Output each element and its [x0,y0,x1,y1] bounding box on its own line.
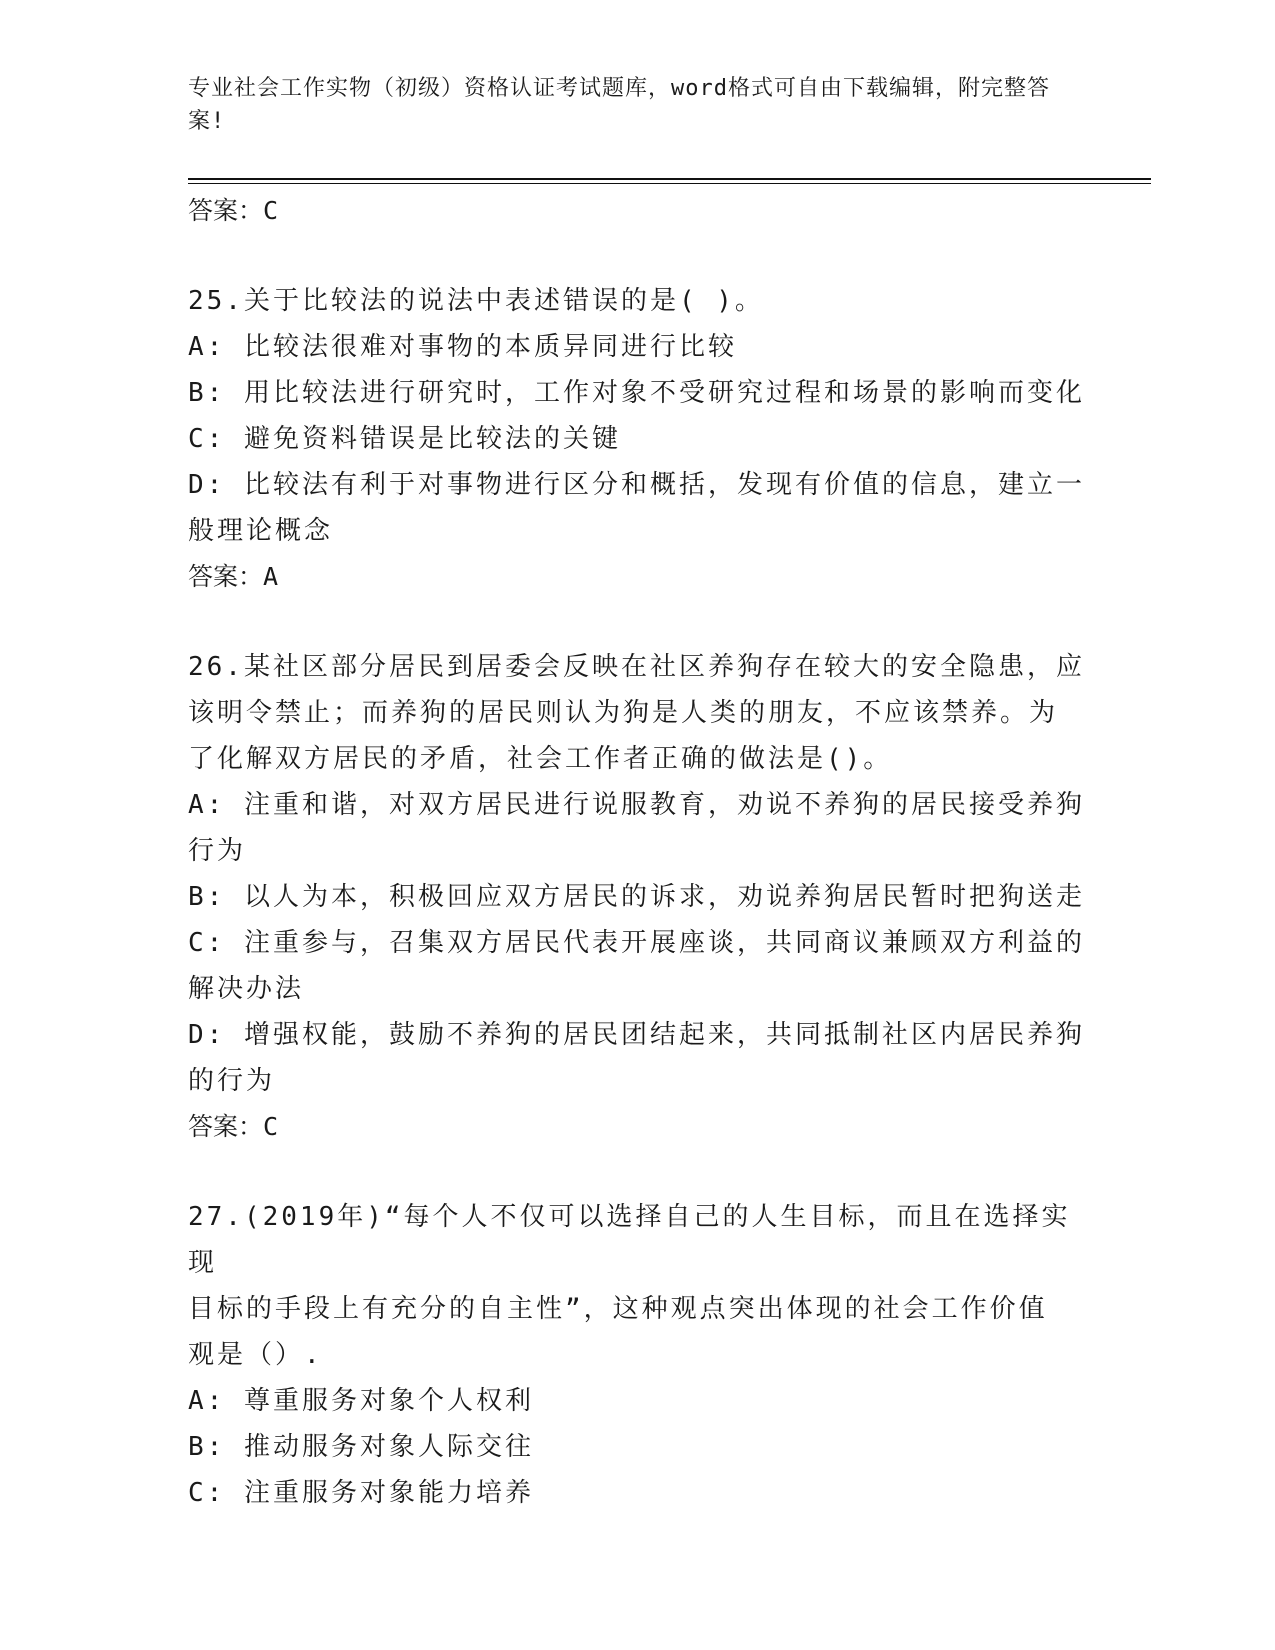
option-line: 解决办法 [188,974,305,1004]
question-stem-line: 观是（）. [188,1340,323,1370]
header-divider-thick [188,178,1151,180]
question-stem-line: 26.某社区部分居民到居委会反映在社区养狗存在较大的安全隐患，应 [188,652,1085,682]
option-line: C: 注重服务对象能力培养 [188,1478,534,1508]
option-line: A: 尊重服务对象个人权利 [188,1386,534,1416]
question-stem-line: 该明令禁止；而养狗的居民则认为狗是人类的朋友，不应该禁养。为 [188,698,1059,728]
question-list [188,278,1093,1516]
option-line: 的行为 [188,1066,276,1096]
page-header-text: 专业社会工作实物（初级）资格认证考试题库，word格式可自由下载编辑，附完整答案! [188,76,1050,134]
option-line: D: 比较法有利于对事物进行区分和概括，发现有价值的信息，建立一 [188,470,1085,500]
option-line: D: 增强权能，鼓励不养狗的居民团结起来，共同抵制社区内居民养狗 [188,1020,1085,1050]
option-line: C: 避免资料错误是比较法的关键 [188,424,621,454]
option-line: A: 注重和谐，对双方居民进行说服教育，劝说不养狗的居民接受养狗 [188,790,1085,820]
previous-answer: 答案：C [188,196,279,225]
question-stem-line: 25.关于比较法的说法中表述错误的是( )。 [188,286,764,316]
option-line: B: 推动服务对象人际交往 [188,1432,534,1462]
question-block [188,644,1093,1150]
question-stem-line: 目标的手段上有充分的自主性”，这种观点突出体现的社会工作价值 [188,1294,1048,1324]
question-block [188,278,1093,600]
option-line: B: 用比较法进行研究时，工作对象不受研究过程和场景的影响而变化 [188,378,1085,408]
option-line: A: 比较法很难对事物的本质异同进行比较 [188,332,737,362]
question-stem-line: 了化解双方居民的矛盾，社会工作者正确的做法是()。 [188,744,893,774]
option-line: 行为 [188,836,247,866]
option-line: B: 以人为本，积极回应双方居民的诉求，劝说养狗居民暂时把狗送走 [188,882,1085,912]
document-content [188,188,1093,1516]
header-divider-thin [188,183,1151,184]
question-stem-line: 27.(2019年)“每个人不仅可以选择自己的人生目标，而且在选择实现 [188,1202,1071,1278]
option-line: C: 注重参与，召集双方居民代表开展座谈，共同商议兼顾双方利益的 [188,928,1085,958]
option-line: 般理论概念 [188,516,334,546]
question-block [188,1194,1093,1516]
answer-line: 答案：A [188,562,279,591]
answer-line: 答案：C [188,1112,279,1141]
